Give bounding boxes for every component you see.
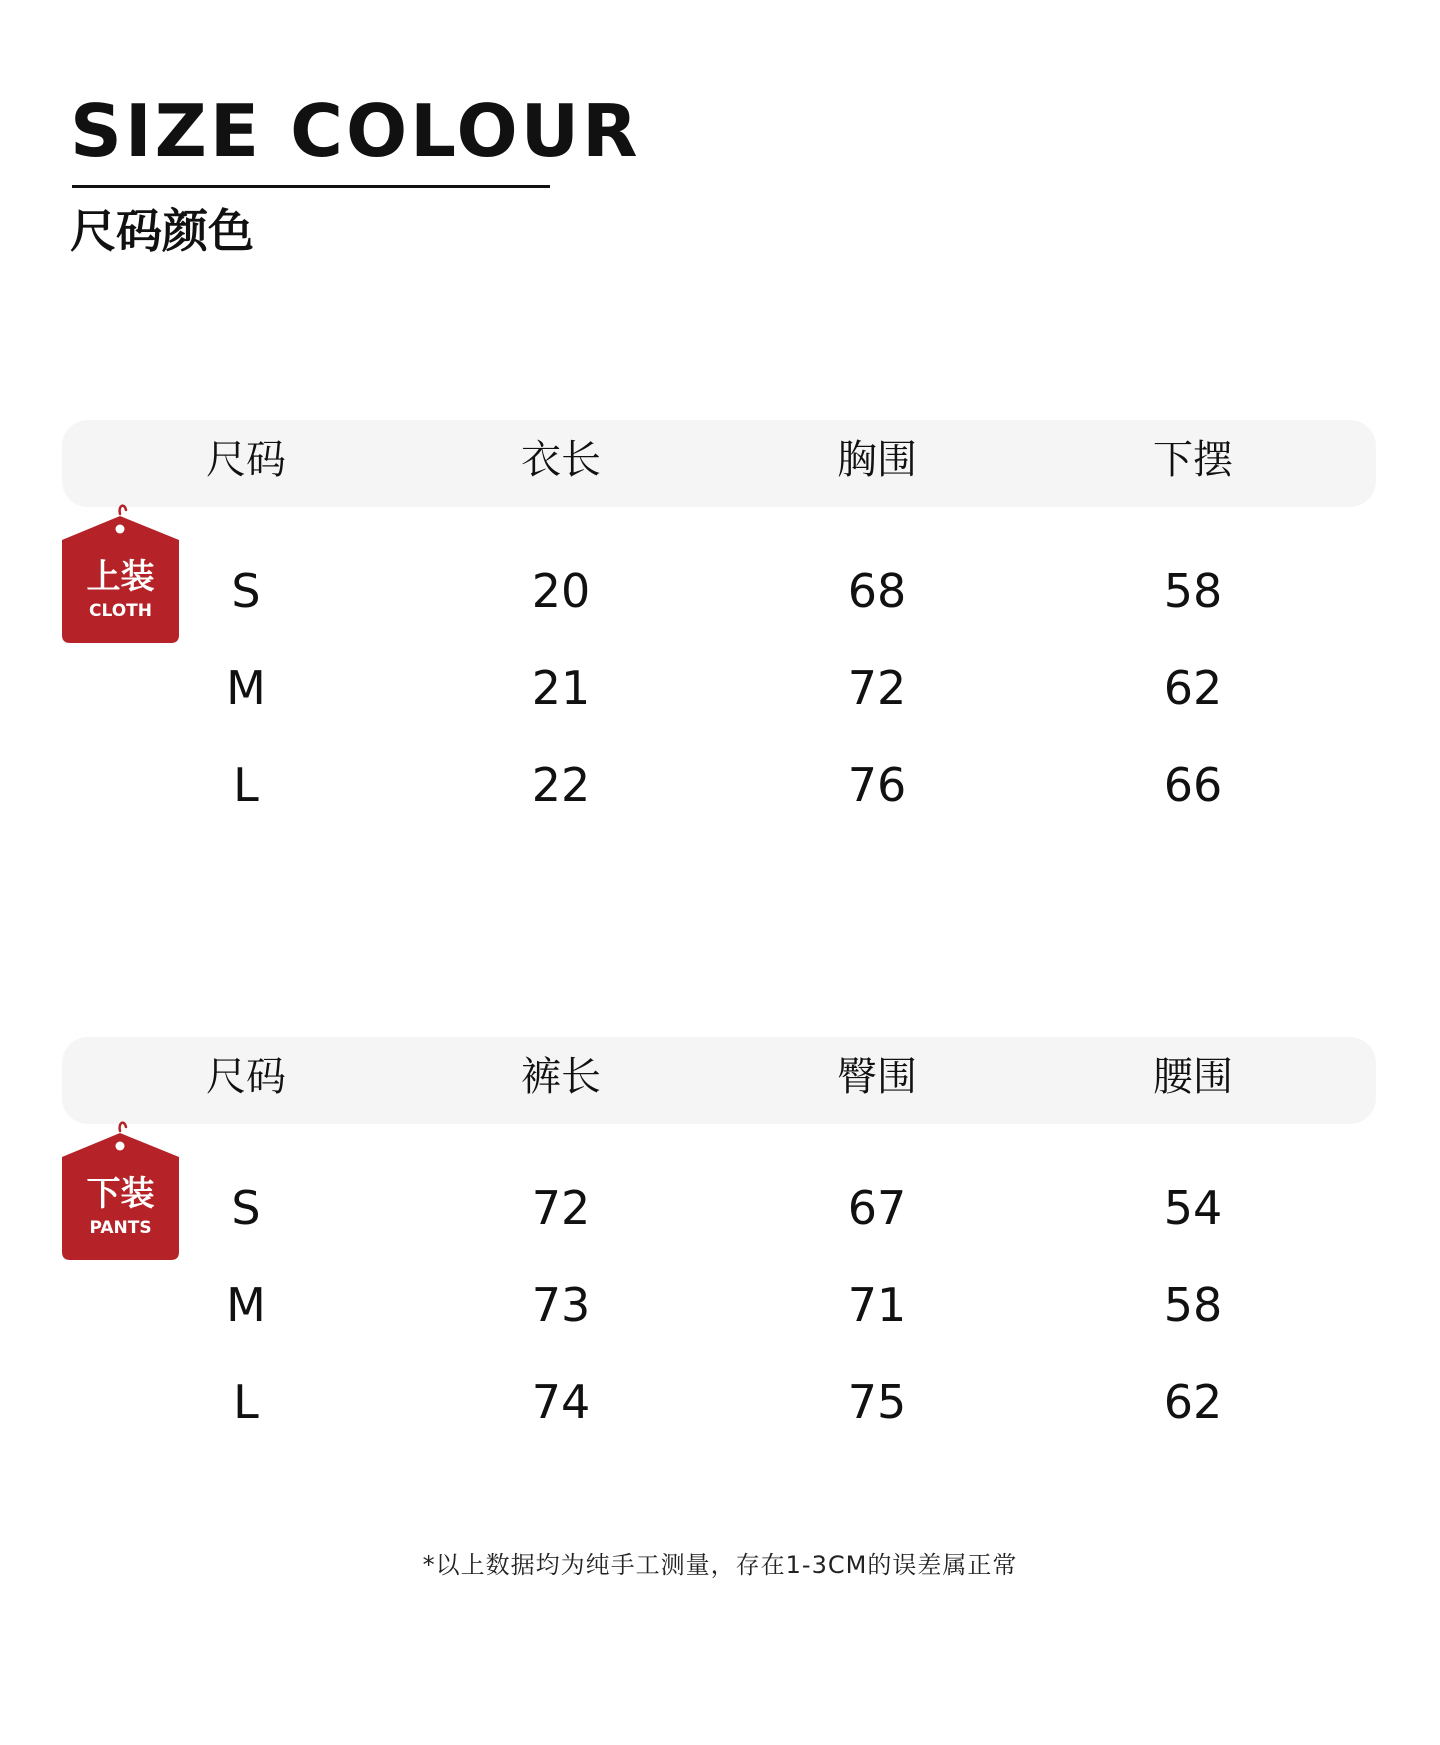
size-cell: M bbox=[226, 1278, 266, 1332]
pants-length-cell: 73 bbox=[531, 1278, 591, 1332]
pants-length-cell: 72 bbox=[531, 1181, 591, 1235]
tag-label-en: PANTS bbox=[89, 1218, 152, 1238]
hem-cell: 66 bbox=[1163, 758, 1223, 812]
length-cell: 20 bbox=[531, 564, 591, 618]
title-underline bbox=[72, 185, 550, 188]
column-header-hem: 下摆 bbox=[1153, 437, 1233, 483]
tag-label-cn: 下装 bbox=[86, 1174, 155, 1214]
hem-cell: 58 bbox=[1163, 564, 1223, 618]
measurement-footnote: *以上数据均为纯手工测量，存在1-3CM的误差属正常 bbox=[422, 1551, 1018, 1579]
waist-cell: 62 bbox=[1163, 1375, 1223, 1429]
tag-label-en: CLOTH bbox=[89, 601, 152, 621]
hip-cell: 67 bbox=[847, 1181, 907, 1235]
hip-cell: 75 bbox=[847, 1375, 907, 1429]
pants-length-cell: 74 bbox=[531, 1375, 591, 1429]
page-title-cn: 尺码颜色 bbox=[70, 204, 254, 258]
chest-cell: 76 bbox=[847, 758, 907, 812]
hem-cell: 62 bbox=[1163, 661, 1223, 715]
size-cell: L bbox=[233, 1375, 259, 1429]
tag-label-cn: 上装 bbox=[86, 557, 155, 597]
size-cell: S bbox=[231, 564, 261, 618]
length-cell: 22 bbox=[531, 758, 591, 812]
column-header-pants-length: 裤长 bbox=[521, 1054, 601, 1100]
column-header-waist: 腰围 bbox=[1153, 1054, 1233, 1100]
waist-cell: 58 bbox=[1163, 1278, 1223, 1332]
table-header-bar bbox=[62, 420, 1376, 507]
column-header-size: 尺码 bbox=[206, 437, 286, 483]
waist-cell: 54 bbox=[1163, 1181, 1223, 1235]
size-cell: L bbox=[233, 758, 259, 812]
page-title-en: SIZE COLOUR bbox=[70, 89, 641, 173]
chest-cell: 72 bbox=[847, 661, 907, 715]
table-header-bar bbox=[62, 1037, 1376, 1124]
hip-cell: 71 bbox=[847, 1278, 907, 1332]
column-header-chest: 胸围 bbox=[837, 437, 917, 483]
column-header-size: 尺码 bbox=[206, 1054, 286, 1100]
size-cell: M bbox=[226, 661, 266, 715]
length-cell: 21 bbox=[531, 661, 591, 715]
chest-cell: 68 bbox=[847, 564, 907, 618]
column-header-length: 衣长 bbox=[521, 437, 601, 483]
size-cell: S bbox=[231, 1181, 261, 1235]
column-header-hip: 臀围 bbox=[837, 1054, 917, 1100]
